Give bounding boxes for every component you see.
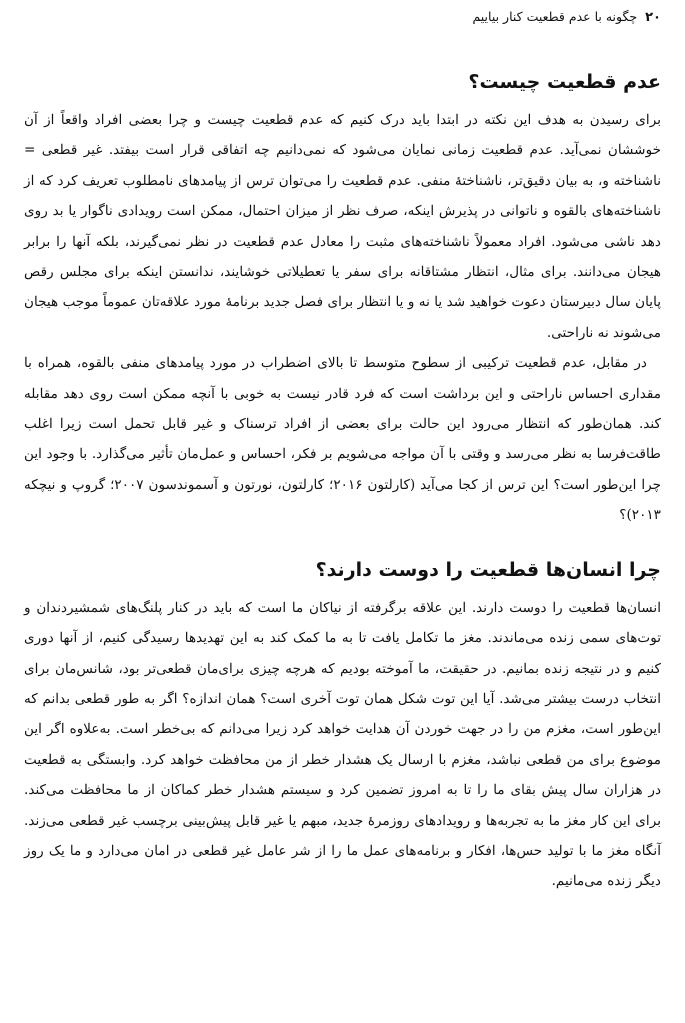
body-paragraph: در مقابل، عدم قطعیت ترکیبی از سطوح متوسط تا بالای اضطراب در مورد پیامدهای منفی بالقوه، همراه با مقداری احساس ناراحتی و این برداشت است که فرد قادر نیست به خوبی با آنچه ممکن است روی دهد مقابله کند. همان‌طور که انتظار می‌رود این حالت برای بعضی از افراد ترسناک و غیر قابل تحمل است زیرا اغلب طاقت‌فرسا به نظر می‌رسد و وقتی با آن مواجه می‌شویم بر فکر، احساس و عمل‌مان تأثیر می‌گذارد. با وجود این چرا این‌طور است؟ این ترس از کجا می‌آید (کارلتون ۲۰۱۶؛ کارلتون، نورتون و آسموندسون ۲۰۰۷؛ گروپ و نیچکه ۲۰۱۳)؟ (24, 355, 661, 524)
page-number: ۲۰ (645, 10, 661, 25)
body-paragraph: برای رسیدن به هدف این نکته در ابتدا باید درک کنیم که عدم قطعیت چیست و چرا بعضی افراد واقعاً از آن خوششان نمی‌آید. عدم قطعیت زمانی نمایان می‌شود که نمی‌دانیم چه اتفاقی قرار است بیفتد. غیر قطعی = ناشناخته و، به بیان دقیق‌تر، ناشناختهٔ منفی. عدم قطعیت را می‌توان ترس از پیامدهای نامطلوب تعریف کرد که از ناشناخته‌های بالقوه و ناتوانی در پذیرش اینکه، صرف نظر از میزان احتمال، ممکن است رویدادی ناگوار یا بد روی دهد ناشی می‌شود. افراد معمولاً ناشناخته‌های مثبت را معادل عدم قطعیت در نظر نمی‌گیرند، بلکه آنها را برابر هیجان می‌دانند. برای مثال، انتظار مشتاقانه برای سفر یا تعطیلاتی خوشایند، ندانستن اینکه برای مجلس رقص پایان سال دبیرستان دعوت خواهید شد یا نه و یا انتظار برای فصل جدید برنامهٔ مورد علاقه‌تان عموماً موجب هیجان می‌شوند نه ناراحتی. (24, 112, 661, 341)
section-heading-what-is-uncertainty: عدم قطعیت چیست؟ (468, 71, 661, 93)
running-header (24, 8, 661, 27)
running-title: چگونه با عدم قطعیت کنار بیاییم (472, 9, 638, 24)
body-paragraph: انسان‌ها قطعیت را دوست دارند. این علاقه برگرفته از نیاکان ما است که باید در کنار پلنگ‌های شمشیردندان و توت‌های سمی زنده می‌ماندند. مغز ما تکامل یافت تا به ما کمک کند به این تهدیدها رسیدگی کنیم، از آنها دوری کنیم و در نتیجه زنده بمانیم. در حقیقت، ما آموخته بودیم که هرچه چیزی برای‌مان قطعی‌تر بود، شانس‌مان برای انتخاب درست بیشتر می‌شد. آیا این توت شکل همان توت آخری است؟ همان اندازه؟ اگر به طور قطعی بدانم که این‌طور است، مغزم من را در جهت خوردن آن هدایت خواهد کرد زیرا می‌دانم که بی‌خطر است. به‌علاوه اگر این موضوع برای من قطعی نباشد، مغزم با ارسال یک هشدار خطر از من محافظت خواهد کرد. وابستگی به قطعیت در هزاران سال پیش بقای ما را تا به امروز تضمین کرد و سیستم هشدار خطر کماکان از ما محافظت می‌کند. برای این کار مغز ما به تجربه‌ها و رویدادهای روزمرهٔ جدید، مبهم یا غیر قابل پیش‌بینی برچسب غیر قطعی می‌زند. آنگاه مغز ما با تولید حس‌ها، افکار و برنامه‌های عمل ما را از شر عامل غیر قطعی در امان می‌دارد و ما یک روز دیگر زنده می‌مانیم. (24, 599, 661, 890)
section-heading-why-humans-like-certainty: چرا انسان‌ها قطعیت را دوست دارند؟ (315, 558, 661, 581)
